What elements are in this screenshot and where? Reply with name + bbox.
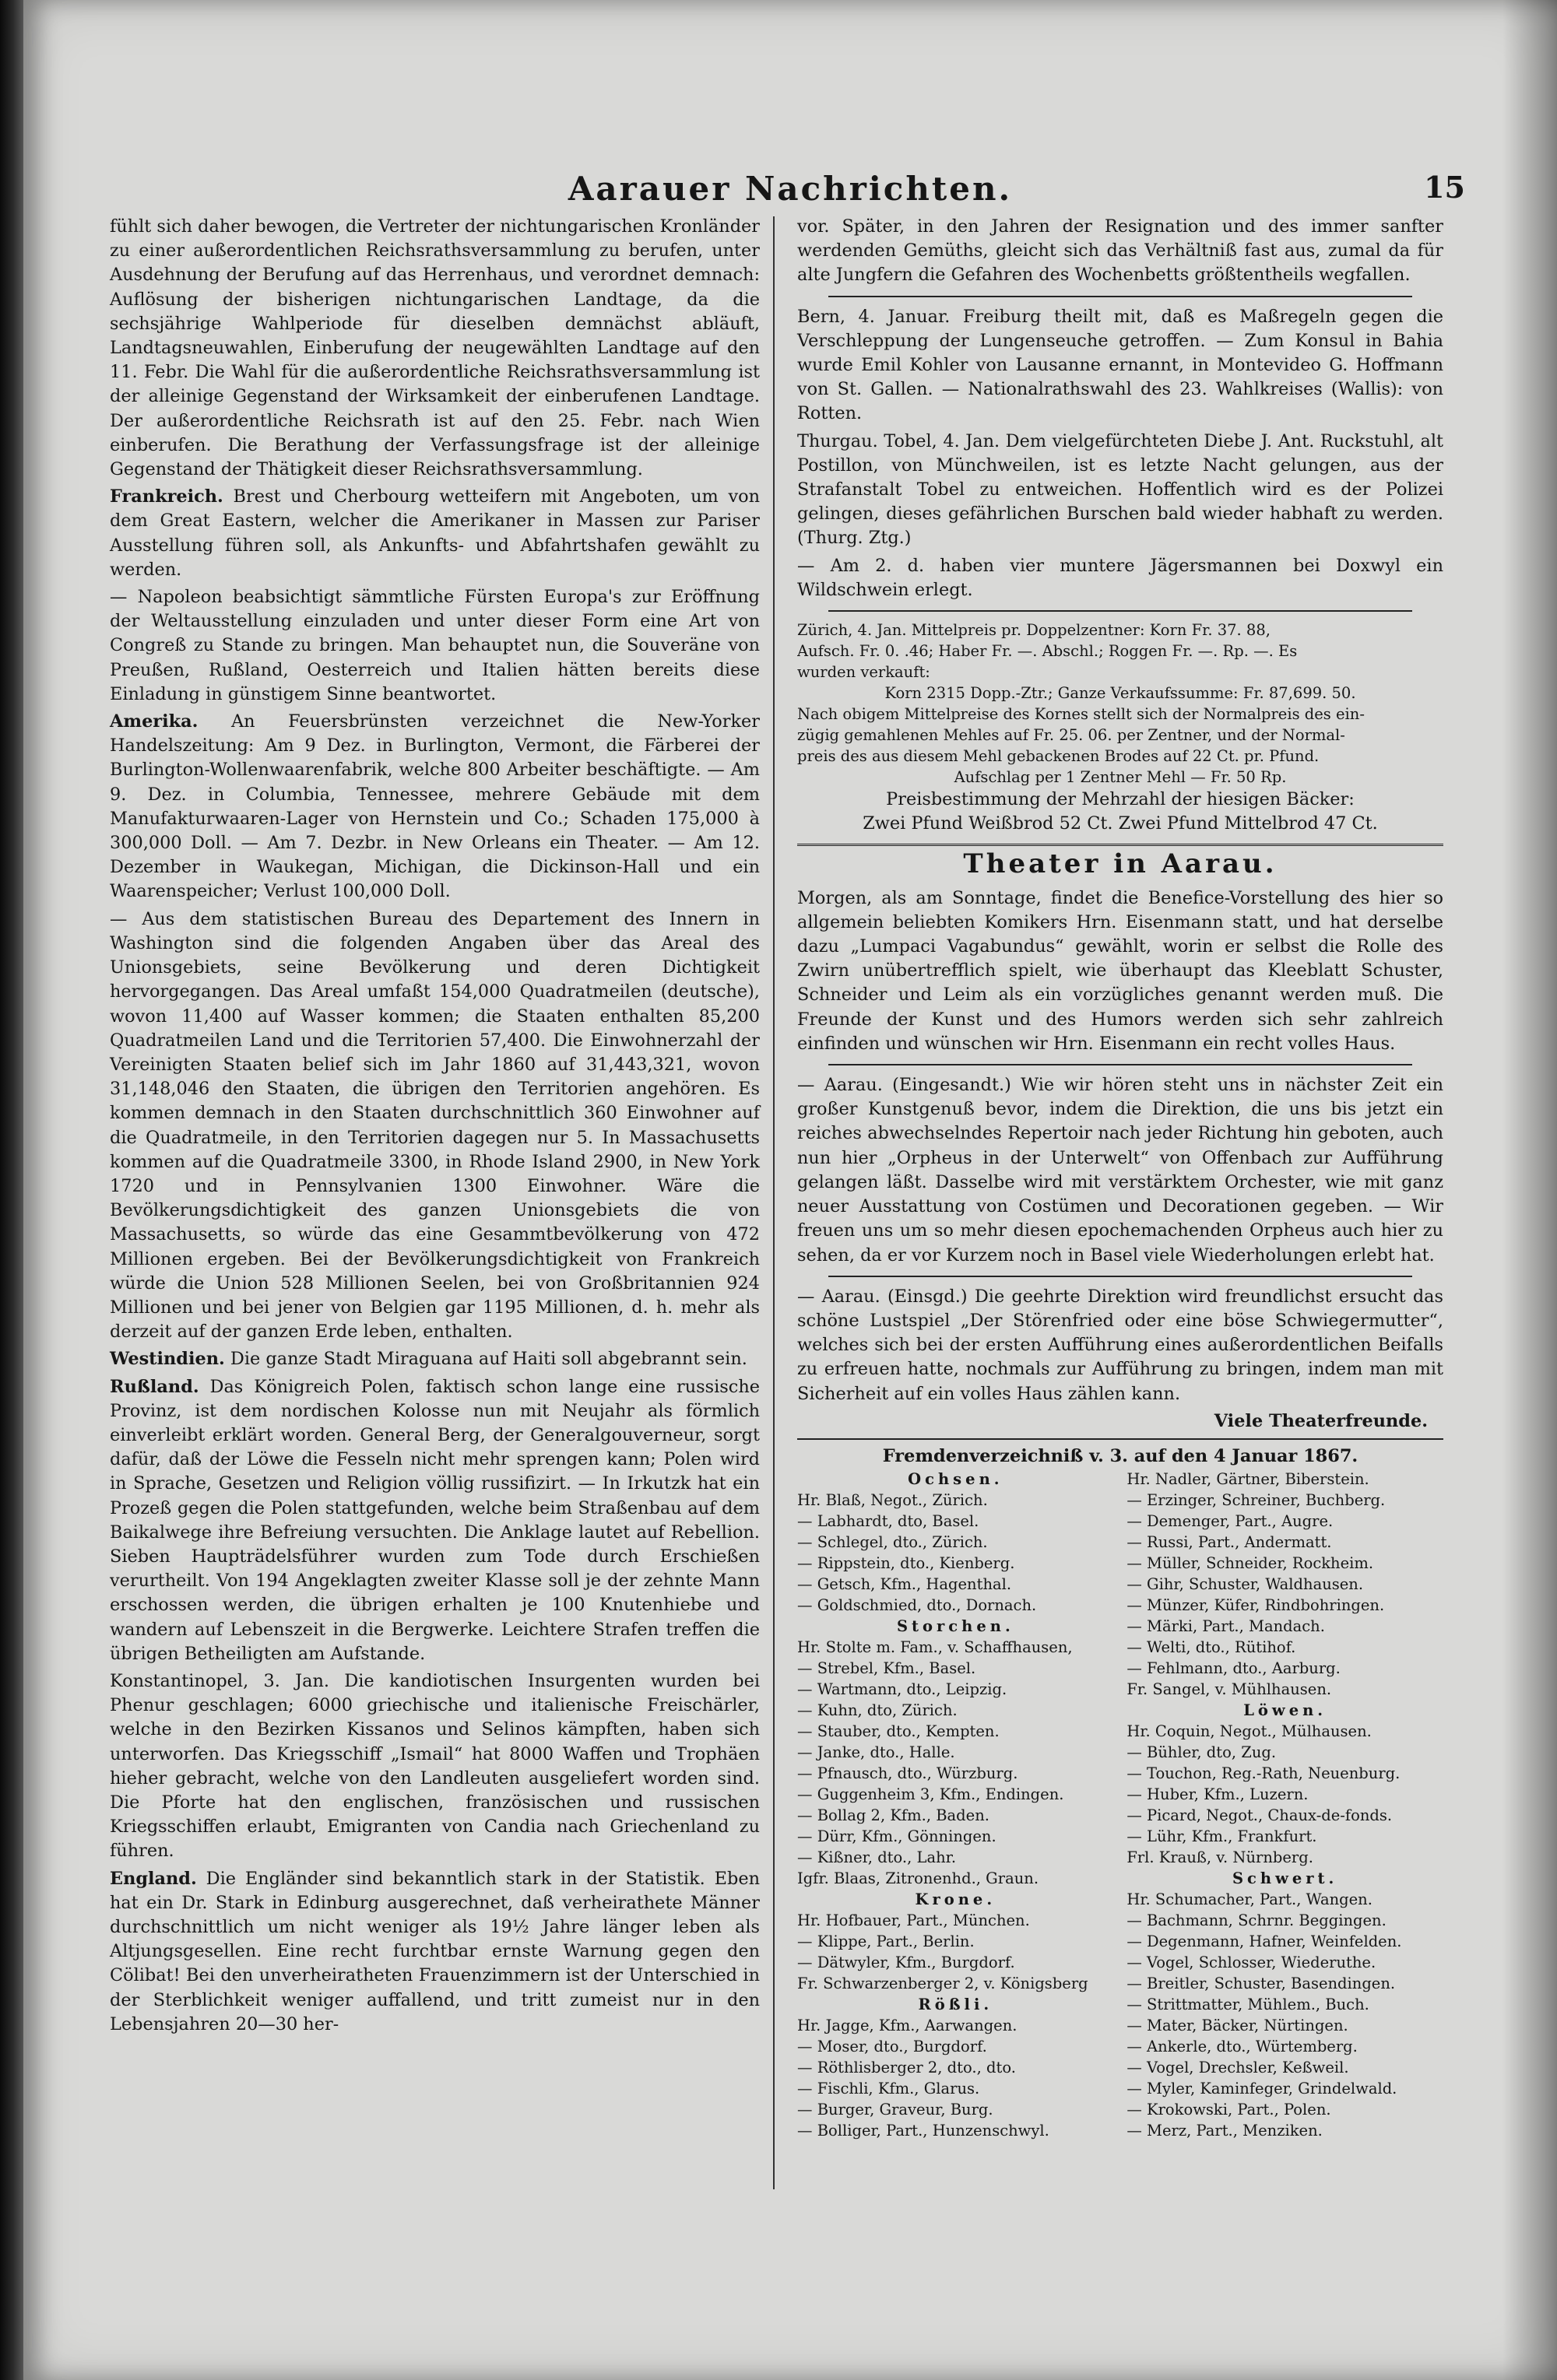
article-eingesandt-orpheus: — Aarau. (Eingesandt.) Wie wir hören steht uns in nächster Zeit ein großer Kunstgenuß bevor, indem die Direktion, die uns bis jetzt ein reiches abwechselndes Repertoir nach jeder Richtung hin geboten, auch nun hier „Orpheus in der Unterwelt“ von Offenbach zur Aufführung gelangen läßt. Dasselbe wird mit verstärktem Orchester, wie mit ganz neuer Ausstattung von Costümen und Decorationen gegeben. — Wir freuen uns um so mehr diesen epochemachenden Orpheus auch hier zu sehen, da er vor Kurzem noch in Basel viele Wiederholungen erlebt hat. bbox=[797, 1075, 1443, 1265]
guest-entry: — Bolliger, Part., Hunzenschwyl. bbox=[797, 2122, 1049, 2140]
guest-entry: — Moser, dto., Burgdorf. bbox=[797, 2038, 987, 2056]
article-amerika bbox=[110, 710, 760, 904]
guest-entry: — Erzinger, Schreiner, Buchberg. bbox=[1126, 1491, 1386, 1510]
guest-entry: — Vogel, Drechsler, Keßweil. bbox=[1126, 2059, 1349, 2077]
hotel-name: Löwen. bbox=[1243, 1701, 1327, 1720]
article-text: Die ganze Stadt Miraguana auf Haiti soll abgebrannt sein. bbox=[230, 1349, 747, 1370]
guest-entry: — Dürr, Kfm., Gönningen. bbox=[797, 1827, 996, 1846]
guest-entry: — Kißner, dto., Lahr. bbox=[797, 1848, 957, 1867]
guest-entry: — Klippe, Part., Berlin. bbox=[797, 1932, 975, 1951]
article-frankreich bbox=[110, 485, 760, 582]
article-eingesandt-stoerenfried: — Aarau. (Einsgd.) Die geehrte Direktion wird freundlichst ersucht das schöne Lustspiel „Der Störenfried oder eine böse Schwiegermutter“, welches sich bei der ersten Aufführung eines außerordentlichen Beifalls zu erfreuen hatte, nochmals zur Aufführung zu bringen, indem man mit Sicherheit auf ein volles Haus zählen kann. bbox=[797, 1286, 1443, 1404]
guest-entry: — Guggenheim 3, Kfm., Endingen. bbox=[797, 1785, 1064, 1804]
article-text: An Feuersbrünsten verzeichnet die New-Yorker Handelszeitung: Am 9 Dez. in Burlington, Vermont, die Färberei der Burlington-Wollenwaarenfabrik, welche 800 Arbeiter beschäftigte. — Am 9. Dez. in Columbia, Tennessee, mehrere Gebäude mit dem Manufakturwaaren-Lager von Hernstein und Co.; Schaden 175,000 à 300,000 Doll. — Am 7. Dezbr. in New Orleans ein Theater. — Am 12. Dezember in Waukegan, Michigan, die Dickinson-Hall und ein Waarenspeicher; Verlust 100,000 Doll. bbox=[110, 711, 760, 902]
section-heading: Frankreich. bbox=[110, 486, 223, 507]
article-wildschwein: — Am 2. d. haben vier muntere Jägersmannen bei Doxwyl ein Wildschwein erlegt. bbox=[797, 555, 1443, 600]
guest-entry: — Burger, Graveur, Burg. bbox=[797, 2101, 993, 2119]
theater-heading: Theater in Aarau. bbox=[797, 844, 1443, 876]
separator-rule bbox=[828, 610, 1412, 612]
market-report-zuerich bbox=[797, 620, 1443, 788]
guest-list-left bbox=[797, 1469, 1114, 2141]
guest-entry: — Münzer, Küfer, Rindbohringen. bbox=[1126, 1596, 1385, 1615]
guest-entry: — Wartmann, dto., Leipzig. bbox=[797, 1680, 1007, 1699]
article-england bbox=[110, 1867, 760, 2037]
article-napoleon bbox=[110, 585, 760, 707]
guest-list-right bbox=[1126, 1469, 1443, 2141]
guest-entry: — Vogel, Schlosser, Wiederuthe. bbox=[1126, 1953, 1376, 1972]
guest-entry: — Dätwyler, Kfm., Burgdorf. bbox=[797, 1953, 1015, 1972]
guest-entry: — Märki, Part., Mandach. bbox=[1126, 1617, 1325, 1636]
market-line: zügig gemahlenen Mehles auf Fr. 25. 06. per Zentner, und der Normal- bbox=[797, 726, 1345, 745]
guest-entry: — Fischli, Kfm., Glarus. bbox=[797, 2080, 980, 2098]
bread-price-title: Preisbestimmung der Mehrzahl der hiesigen Bäcker: bbox=[886, 789, 1355, 810]
article-text: — Aus dem statistischen Bureau des Departement des Innern in Washington sind die folgenden Angaben über das Areal des Unionsgebiets, seine Bevölkerung und deren Dichtigkeit hervorgegangen. Das Areal umfaßt 154,000 Quadratmeilen (deutsche), wovon 11,400 auf Wasser kommen; die Staaten enthalten 85,200 Quadratmeilen Land und die Territorien 57,400. Die Einwohnerzahl der Vereinigten Staaten belief sich im Jahr 1860 auf 31,443,321, wovon 31,148,046 den Staaten, die übrigen den Territorien angehören. Es kommen demnach in den Staaten durchschnittlich 360 Einwohner auf die Quadratmeile, in den Territorien dagegen nur 5. In Massachusetts kommen auf die Quadratmeile 3300, in Rhode Island 2900, in New York 1720 und in Pennsylvanien 1300 Einwohner. Wäre die Bevölkerungsdichtigkeit des ganzen Unionsgebiets die von Massachusetts, so würde das eine Gesammtbevölkerung von 472 Millionen ergeben. Bei der Bevölkerungsdichtigkeit von Frankreich würde die Union 528 Millionen Seelen, bei von Großbritannien 924 Millionen und bei jener von Belgien gar 1195 Millionen, d. h. mehr als derzeit auf der ganzen Erde leben, enthalten. bbox=[110, 908, 760, 1343]
guest-entry: — Welti, dto., Rütihof. bbox=[1126, 1638, 1296, 1657]
article-text: Brest und Cherbourg wetteifern mit Angeboten, um von dem Great Eastern, welcher die Amerikaner in Massen zur Pariser Ausstellung führen soll, als Ankunfts- und Abfahrtshafen gewählt zu werden. bbox=[110, 486, 760, 580]
article-text: — Napoleon beabsichtigt sämmtliche Fürsten Europa's zur Eröffnung der Weltausstellung einzuladen und unter dieser Form eine Art von Congreß zu Stande zu bringen. Man behauptet nun, die Souveräne von Preußen, Rußland, Oesterreich und Italien hätten bereits diese Einladung in günstigem Sinne beantwortet. bbox=[110, 587, 760, 704]
guest-entry: — Rippstein, dto., Kienberg. bbox=[797, 1554, 1015, 1573]
section-heading: England. bbox=[110, 1868, 197, 1889]
guest-entry: — Touchon, Reg.-Rath, Neuenburg. bbox=[1126, 1764, 1401, 1783]
article-bern: Bern, 4. Januar. Freiburg theilt mit, daß es Maßregeln gegen die Verschleppung der Lungenseuche getroffen. — Zum Konsul in Bahia wurde Emil Kohler von Lausanne ernannt, in Montevideo G. Hoffmann von St. Gallen. — Nationalrathswahl des 23. Wahlkreises (Wallis): von Rotten. bbox=[797, 306, 1443, 424]
guest-list-title: Fremdenverzeichniß v. 3. auf den 4 Januar 1867. bbox=[882, 1445, 1358, 1466]
guest-entry: — Huber, Kfm., Luzern. bbox=[1126, 1785, 1309, 1804]
hotel-name: Krone. bbox=[915, 1890, 996, 1909]
article-text: Das Königreich Polen, faktisch schon lange eine russische Provinz, ist dem nordischen Kolosse nun mit Neujahr als förmlich einverleibt erklärt worden. General Berg, der Generalgouverneur, sorgt dafür, daß der Löwe die Fesseln nicht mehr sprengen kann; Polen wird in Sprache, Gesetzen und Religion völlig russifizirt. — In Irkutzk hat ein Prozeß gegen die Polen stattgefunden, welche beim Straßenbau auf dem Baikalwege ihre Befreiung versuchten. Die Anklage lautet auf Rebellion. Sieben Haupträdelsführer wurden zum Tode durch Erschießen verurtheilt. Von 194 Angeklagten zweiter Klasse soll je der zehnte Mann erschossen werden, die übrigen erhalten je 100 Knutenhiebe und wandern auf Lebenszeit in die Bergwerke. Leichtere Strafen treffen die übrigen Betheiligten am Aufstande. bbox=[110, 1376, 761, 1664]
market-line: wurden verkauft: bbox=[797, 663, 930, 682]
guest-entry: — Fehlmann, dto., Aarburg. bbox=[1126, 1659, 1341, 1678]
separator-rule bbox=[828, 1276, 1412, 1277]
article-russland bbox=[110, 1375, 760, 1666]
guest-entry: Frl. Krauß, v. Nürnberg. bbox=[1126, 1848, 1313, 1867]
section-heading: Amerika. bbox=[110, 711, 199, 732]
market-line: preis des aus diesem Mehl gebackenen Brodes auf 22 Ct. pr. Pfund. bbox=[797, 747, 1320, 766]
guest-entry: — Myler, Kaminfeger, Grindelwald. bbox=[1126, 2080, 1397, 2098]
guest-entry: — Demenger, Part., Augre. bbox=[1126, 1512, 1334, 1531]
article-austria bbox=[110, 215, 760, 482]
guest-entry: — Mater, Bäcker, Nürtingen. bbox=[1126, 2017, 1348, 2035]
guest-entry: — Labhardt, dto, Basel. bbox=[797, 1512, 979, 1531]
guest-entry: — Picard, Negot., Chaux-de-fonds. bbox=[1126, 1806, 1393, 1825]
guest-entry: — Müller, Schneider, Rockheim. bbox=[1126, 1554, 1374, 1573]
guest-entry: — Breitler, Schuster, Basendingen. bbox=[1126, 1975, 1396, 1993]
guest-entry: — Stauber, dto., Kempten. bbox=[797, 1722, 1000, 1741]
guest-entry: — Ankerle, dto., Würtemberg. bbox=[1126, 2038, 1358, 2056]
guest-entry: Hr. Stolte m. Fam., v. Schaffhausen, bbox=[797, 1638, 1073, 1657]
guest-entry: — Schlegel, dto., Zürich. bbox=[797, 1533, 988, 1552]
guest-entry: — Krokowski, Part., Polen. bbox=[1126, 2101, 1331, 2119]
article-text: fühlt sich daher bewogen, die Vertreter der nichtungarischen Kronländer zu einer außerordentlichen Reichsrathsversammlung zu berufen, unter Ausdehnung der Berufung auf das Herrenhaus, und verordnet demnach: Auflösung der bisherigen nichtungarischen Landtage, da die sechsjährige Wahlperiode für dieselben demnächst abläuft, Landtagsneuwahlen, Einberufung der neugewählten Landtage auf den 11. Febr. Die Wahl für die außerordentliche Reichsrathsversammlung ist der alleinige Gegenstand der Wirksamkeit der einberufenen Landtage. Der außerordentliche Reichsrath ist auf den 25. Febr. nach Wien einberufen. Die Berathung der Verfassungsfrage ist der alleinige Gegenstand der Thätigkeit dieser Reichsrathsversammlung. bbox=[110, 216, 760, 480]
hotel-name: Storchen. bbox=[896, 1617, 1014, 1636]
page-header bbox=[23, 170, 1557, 216]
separator-rule bbox=[828, 296, 1412, 297]
hotel-name: Rößli. bbox=[918, 1996, 993, 2014]
newspaper-page bbox=[23, 0, 1557, 2380]
scan-gutter bbox=[0, 0, 23, 2380]
guest-entry: Fr. Sangel, v. Mühlhausen. bbox=[1126, 1680, 1332, 1699]
guest-entry: Hr. Jagge, Kfm., Aarwangen. bbox=[797, 2017, 1017, 2035]
hotel-name: Ochsen. bbox=[908, 1470, 1003, 1489]
article-thurgau: Thurgau. Tobel, 4. Jan. Dem vielgefürchteten Diebe J. Ant. Ruckstuhl, alt Postillon, von Münchweilen, ist es letzte Nacht gelungen, aus der Strafanstalt Tobel zu entweichen. Hoffentlich wird es der Polizei gelingen, dieses gefährlichen Burschen bald wieder habhaft zu werden. (Thurg. Ztg.) bbox=[797, 430, 1443, 549]
guest-entry: — Gihr, Schuster, Waldhausen. bbox=[1126, 1575, 1364, 1594]
guest-entry: — Merz, Part., Menziken. bbox=[1126, 2122, 1323, 2140]
guest-entry: Hr. Coquin, Negot., Mülhausen. bbox=[1126, 1722, 1372, 1741]
guest-entry: — Röthlisberger 2, dto., dto. bbox=[797, 2059, 1016, 2077]
guest-entry: — Bachmann, Schrnr. Beggingen. bbox=[1126, 1911, 1387, 1930]
article-statistik bbox=[110, 907, 760, 1345]
guest-entry: Hr. Blaß, Negot., Zürich. bbox=[797, 1491, 988, 1510]
market-line: Nach obigem Mittelpreise des Kornes stellt sich der Normalpreis des ein- bbox=[797, 705, 1365, 724]
guest-list bbox=[797, 1469, 1443, 2141]
market-line: Zürich, 4. Jan. Mittelpreis pr. Doppelzentner: Korn Fr. 37. 88, bbox=[797, 621, 1271, 640]
article-westindien bbox=[110, 1347, 760, 1371]
separator-rule bbox=[797, 1438, 1443, 1440]
market-line: Aufsch. Fr. 0. .46; Haber Fr. —. Abschl.; Roggen Fr. —. Rp. —. Es bbox=[797, 642, 1298, 661]
guest-entry: — Pfnausch, dto., Würzburg. bbox=[797, 1764, 1018, 1783]
guest-entry: Hr. Nadler, Gärtner, Biberstein. bbox=[1126, 1470, 1369, 1489]
guest-entry: — Bühler, dto, Zug. bbox=[1126, 1743, 1277, 1762]
column-divider bbox=[773, 216, 775, 2189]
section-heading: Rußland. bbox=[110, 1376, 199, 1397]
guest-entry: Igfr. Blaas, Zitronenhd., Graun. bbox=[797, 1869, 1039, 1888]
left-column bbox=[110, 215, 760, 2040]
separator-rule bbox=[828, 1064, 1412, 1065]
guest-entry: — Degenmann, Hafner, Weinfelden. bbox=[1126, 1932, 1402, 1951]
article-text: Konstantinopel, 3. Jan. Die kandiotischen Insurgenten wurden bei Phenur geschlagen; 6000 griechische und italienische Freischärler, welche in den Bezirken Kissanos und Selinos kämpften, haben sich unterworfen. Das Kriegsschiff „Ismail“ hat 8000 Waffen und Trophäen hieher gebracht, welche von den Landleuten ausgeliefert worden sind. Die Pforte hat den englischen, französischen und russischen Kriegsschiffen erlaubt, Emigranten von Candia nach Griechenland zu führen. bbox=[110, 1670, 760, 1862]
signature: Viele Theaterfreunde. bbox=[1214, 1410, 1428, 1431]
newspaper-title: Aarauer Nachrichten. bbox=[568, 170, 1013, 208]
guest-entry: Hr. Schumacher, Part., Wangen. bbox=[1126, 1890, 1372, 1909]
hotel-name: Schwert. bbox=[1232, 1869, 1338, 1888]
guest-entry: Hr. Hofbauer, Part., München. bbox=[797, 1911, 1030, 1930]
guest-entry: — Strebel, Kfm., Basel. bbox=[797, 1659, 976, 1678]
theater-announcement: Morgen, als am Sonntage, findet die Benefice-Vorstellung des hier so allgemein beliebten Komikers Hrn. Eisenmann statt, und hat derselbe dazu „Lumpaci Vagabundus“ gewählt, worin er selbst die Rolle des Zwirn unübertrefflich spielt, wie überhaupt das Kleeblatt Schuster, Schneider und Leim als ein vorzügliches genannt werden muß. Die Freunde der Kunst und des Humors werden sich sehr zahlreich einfinden und wünschen wir Hrn. Eisenmann ein recht volles Haus. bbox=[797, 887, 1443, 1054]
guest-entry: — Janke, dto., Halle. bbox=[797, 1743, 955, 1762]
right-column bbox=[797, 215, 1443, 2141]
page-number: 15 bbox=[1424, 170, 1465, 205]
guest-entry: — Lühr, Kfm., Frankfurt. bbox=[1126, 1827, 1317, 1846]
page-edge-shadow bbox=[1503, 0, 1557, 2380]
article-text: Die Engländer sind bekanntlich stark in der Statistik. Eben hat ein Dr. Stark in Edinburg ausgerechnet, daß verheirathete Männer durchschnittlich um nicht weniger als 19½ Jahre länger leben als Altjungsgesellen. Eine recht furchtbar ernste Warnung gegen den Cölibat! Bei den unverheiratheten Frauenzimmern ist der Unterschied in der Sterblichkeit weniger auffallend, und tritt zumeist nur in den Lebensjahren 20—30 her- bbox=[110, 1868, 761, 2034]
guest-entry: Fr. Schwarzenberger 2, v. Königsberg bbox=[797, 1975, 1088, 1993]
bread-price-line: Zwei Pfund Weißbrod 52 Ct. Zwei Pfund Mittelbrod 47 Ct. bbox=[863, 813, 1378, 834]
section-heading: Westindien. bbox=[110, 1349, 225, 1370]
guest-entry: — Strittmatter, Mühlem., Buch. bbox=[1126, 1996, 1369, 2014]
guest-entry: — Getsch, Kfm., Hagenthal. bbox=[797, 1575, 1012, 1594]
market-line: Aufschlag per 1 Zentner Mehl — Fr. 50 Rp. bbox=[954, 768, 1287, 787]
guest-entry: — Kuhn, dto, Zürich. bbox=[797, 1701, 958, 1720]
guest-entry: — Bollag 2, Kfm., Baden. bbox=[797, 1806, 989, 1825]
article-england-continued: vor. Später, in den Jahren der Resignation und des immer sanfter werdenden Gemüths, gleicht sich das Verhältniß fast aus, zumal da für alte Jungfern die Gefahren des Wochenbetts größtentheils wegfallen. bbox=[797, 216, 1443, 286]
guest-entry: — Russi, Part., Andermatt. bbox=[1126, 1533, 1332, 1552]
article-konstantinopel bbox=[110, 1669, 760, 1864]
market-line: Korn 2315 Dopp.-Ztr.; Ganze Verkaufssumme: Fr. 87,699. 50. bbox=[884, 684, 1356, 703]
guest-entry: — Goldschmied, dto., Dornach. bbox=[797, 1596, 1037, 1615]
